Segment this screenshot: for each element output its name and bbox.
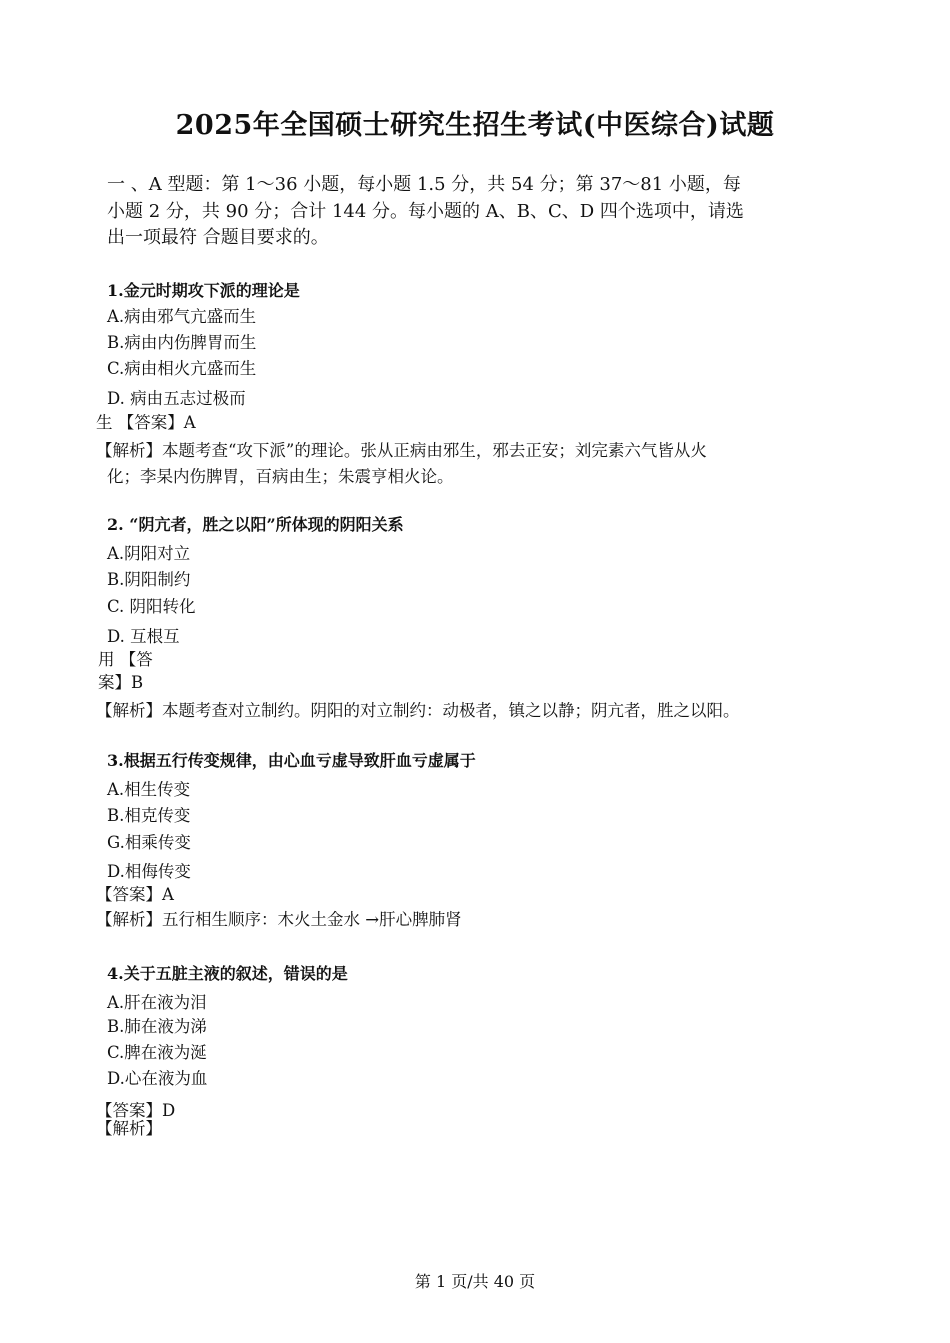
question-2-option-c: C. 阴阳转化	[107, 597, 196, 616]
question-1-option-d: D. 病由五志过极而	[107, 389, 246, 408]
question-2-option-a: A.阴阳对立	[107, 544, 191, 563]
question-4-analysis: 【解析】	[96, 1119, 162, 1138]
question-3-option-a: A.相生传变	[107, 780, 191, 799]
question-4-option-d: D.心在液为血	[107, 1069, 208, 1088]
question-3-stem: 3.根据五行传变规律，由心血亏虚导致肝血亏虚属于	[107, 751, 476, 770]
question-4-stem: 4.关于五脏主液的叙述，错误的是	[107, 964, 348, 983]
question-1-option-b: B.病由内伤脾胃而生	[107, 333, 257, 352]
question-1-option-a: A.病由邪气亢盛而生	[107, 307, 257, 326]
question-3-option-c: G.相乘传变	[107, 833, 191, 852]
question-4-option-b: B.肺在液为涕	[107, 1017, 207, 1036]
question-3-analysis: 【解析】五行相生顺序：木火土金水 →肝心脾肺肾	[96, 910, 462, 929]
question-2-stem: 2. “阴亢者，胜之以阳”所体现的阴阳关系	[107, 515, 404, 534]
question-4-option-c: C.脾在液为涎	[107, 1043, 207, 1062]
question-1-answer: 生 【答案】A	[96, 413, 196, 432]
question-1-analysis-line-2: 化；李杲内伤脾胃，百病由生；朱震亨相火论。	[107, 467, 454, 486]
intro-line-3: 出一项最符 合题目要求的。	[107, 227, 329, 248]
question-1-option-c: C.病由相火亢盛而生	[107, 359, 257, 378]
question-2-answer-line-1: 用 【答	[98, 650, 153, 669]
question-2-answer-line-2: 案】B	[98, 673, 144, 692]
question-3-option-d: D.相侮传变	[107, 862, 191, 881]
question-1-stem: 1.金元时期攻下派的理论是	[107, 281, 300, 300]
question-4-answer: 【答案】D	[96, 1101, 176, 1120]
question-3-answer: 【答案】A	[96, 885, 174, 904]
page-footer: 第 1 页/共 40 页	[414, 1272, 536, 1291]
question-3-option-b: B.相克传变	[107, 806, 191, 825]
intro-line-2: 小题 2 分，共 90 分；合计 144 分。每小题的 A、B、C、D 四个选项中，请选	[107, 201, 744, 222]
question-2-option-d: D. 互根互	[107, 627, 180, 646]
question-2-analysis: 【解析】本题考查对立制约。阴阳的对立制约：动极者，镇之以静；阴亢者，胜之以阳。	[96, 701, 740, 720]
question-2-option-b: B.阴阳制约	[107, 570, 191, 589]
question-1-analysis-line-1: 【解析】本题考查“攻下派”的理论。张从正病由邪生，邪去正安；刘完素六气皆从火	[96, 441, 707, 460]
intro-line-1: 一 、A 型题：第 1～36 小题，每小题 1.5 分，共 54 分；第 37～81 小题，每	[107, 174, 741, 195]
question-4-option-a: A.肝在液为泪	[107, 993, 207, 1012]
page-title: 2025年全国硕士研究生招生考试(中医综合)试题	[175, 110, 775, 141]
